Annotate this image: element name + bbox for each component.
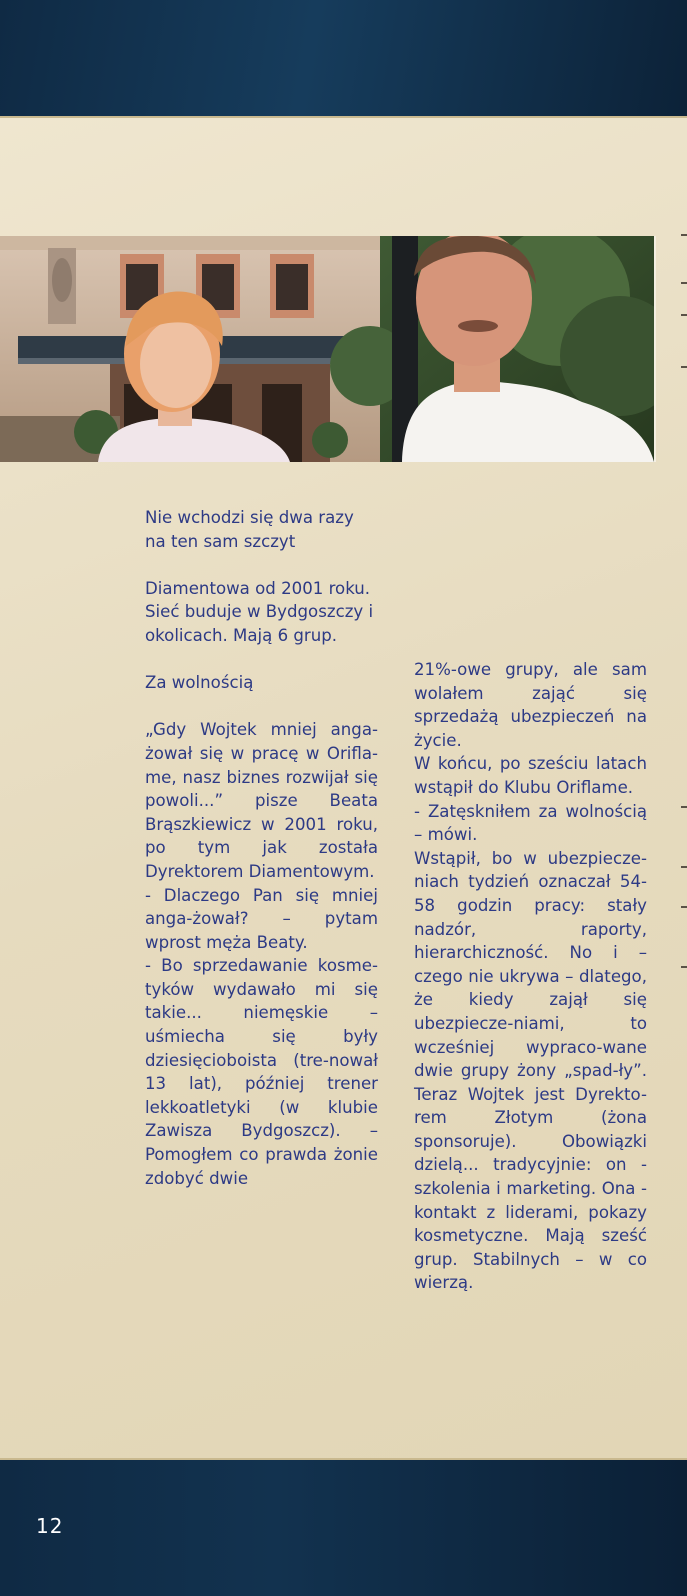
paragraph: - Bo sprzedawanie kosme-tyków wydawało mi się takie... niemęskie – uśmiecha się były dziesięcioboista (tre-nował 13 lat), później trener lekkoatletyki (w klubie Zawisza Bydgoszcz). – Pomogłem co prawda żonie zdobyć dwie: [145, 956, 378, 1188]
page-edge-marks: [681, 230, 687, 1330]
paragraph: Wstąpił, bo w ubezpiecze-niach tydzień oznaczał 54-58 godzin pracy: stały nadzór, raporty, hierarchiczność. No i – czego nie ukrywa – dlatego, że kiedy zajął się ubezpiecze-niami, to wcześniej wypraco-wane dwie grupy żony „spad-ły”. Teraz Wojtek jest Dyrekto-rem Złotym (żona sponsoruje). Obowiązki dzielą... tradycyjnie: on - szkolenia i marketing. Ona - kontakt z liderami, pokazy kosmetyczne. Mają sześć grup. Stabilnych – w co wierzą.: [414, 848, 647, 1293]
text-column-left: [145, 506, 378, 1190]
paragraph: 21%-owe grupy, ale sam wolałem zająć się sprzedażą ubezpieczeń na życie.: [414, 660, 647, 750]
paragraph: „Gdy Wojtek mniej anga-żował się w pracę w Orifla-me, nasz biznes rozwijał się powoli...” pisze Beata Brąszkiewicz w 2001 roku, po tym jak została Dyrektorem Diamentowym.: [145, 720, 378, 881]
top-band: [0, 0, 687, 118]
article-subheading: Za wolnością: [145, 673, 254, 693]
paragraph: - Dlaczego Pan się mniej anga-żował? – pytam wprost męża Beaty.: [145, 885, 378, 952]
bottom-band: [0, 1458, 687, 1596]
paragraph: W końcu, po sześciu latach wstąpił do Klubu Oriflame.: [414, 754, 647, 797]
text-column-right: [414, 658, 647, 1295]
paragraph: - Zatęskniłem za wolnością – mówi.: [414, 801, 647, 845]
photo-couple: [0, 236, 656, 462]
article-intro: Diamentowa od 2001 roku. Sieć buduje w Bydgoszczy i okolicach. Mają 6 grup.: [145, 578, 374, 645]
page-number: 12: [36, 1514, 64, 1538]
article-title: Nie wchodzi się dwa razy na ten sam szczyt: [145, 508, 354, 551]
